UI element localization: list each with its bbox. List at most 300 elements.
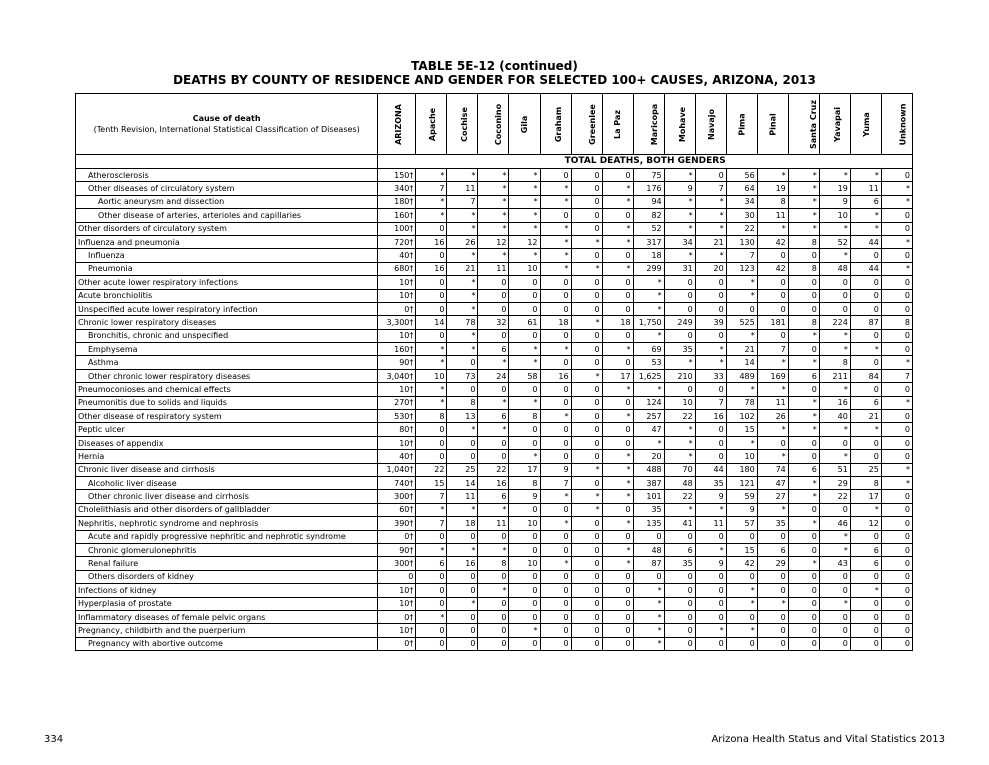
value-cell: 0 <box>571 276 602 289</box>
value-cell: 9 <box>695 557 726 570</box>
value-cell: 25 <box>850 463 881 476</box>
value-cell: * <box>850 209 881 222</box>
value-cell: 0 <box>757 584 788 597</box>
value-cell: 0 <box>571 289 602 302</box>
value-cell: * <box>819 249 850 262</box>
value-cell: 9 <box>540 463 571 476</box>
value-cell: 0 <box>571 610 602 623</box>
value-cell: 0 <box>416 289 447 302</box>
value-cell: 0 <box>602 584 633 597</box>
value-cell: 180† <box>378 195 416 208</box>
value-cell: 224 <box>819 316 850 329</box>
value-cell: 0 <box>509 584 540 597</box>
table-row <box>76 356 913 369</box>
value-cell: * <box>416 343 447 356</box>
value-cell: 0 <box>881 490 912 503</box>
value-cell: 0 <box>881 289 912 302</box>
value-cell: 0 <box>602 610 633 623</box>
value-cell: * <box>416 356 447 369</box>
value-cell: * <box>788 517 819 530</box>
column-header <box>602 94 633 155</box>
value-cell: 0 <box>416 302 447 315</box>
value-cell: 44 <box>850 235 881 248</box>
value-cell: * <box>850 423 881 436</box>
value-cell: 10 <box>509 557 540 570</box>
value-cell: * <box>602 476 633 489</box>
value-cell: 0 <box>571 169 602 182</box>
value-cell: * <box>478 169 509 182</box>
value-cell: * <box>757 450 788 463</box>
value-cell: * <box>602 383 633 396</box>
column-header <box>447 94 478 155</box>
value-cell: 0 <box>695 329 726 342</box>
value-cell: 0 <box>881 169 912 182</box>
table-row <box>76 476 913 489</box>
value-cell: 15 <box>416 476 447 489</box>
value-cell: 78 <box>447 316 478 329</box>
value-cell: * <box>881 262 912 275</box>
value-cell: * <box>602 490 633 503</box>
value-cell: 21 <box>695 235 726 248</box>
value-cell: 35 <box>664 557 695 570</box>
column-header <box>881 94 912 155</box>
value-cell: 40† <box>378 249 416 262</box>
value-cell: 0 <box>881 410 912 423</box>
cause-cell: Other disorders of circulatory system <box>76 222 378 235</box>
value-cell: 0 <box>540 637 571 650</box>
value-cell: 74 <box>757 463 788 476</box>
value-cell: 0 <box>788 610 819 623</box>
value-cell: 0 <box>571 343 602 356</box>
value-cell: 0 <box>602 302 633 315</box>
value-cell: 48 <box>664 476 695 489</box>
value-cell: * <box>633 329 664 342</box>
value-cell: 101 <box>633 490 664 503</box>
table-row <box>76 517 913 530</box>
value-cell: 0 <box>416 570 447 583</box>
value-cell: 0 <box>602 637 633 650</box>
value-cell: * <box>509 450 540 463</box>
value-cell: 29 <box>819 476 850 489</box>
value-cell: 0 <box>509 610 540 623</box>
value-cell: 0 <box>757 289 788 302</box>
value-cell: 0 <box>850 276 881 289</box>
value-cell: 0 <box>571 222 602 235</box>
value-cell: 720† <box>378 235 416 248</box>
cause-cell: Aortic aneurysm and dissection <box>76 195 378 208</box>
value-cell: 0 <box>788 503 819 516</box>
value-cell: 10 <box>416 369 447 382</box>
column-header <box>850 94 881 155</box>
value-cell: 0 <box>540 302 571 315</box>
value-cell: 0 <box>416 249 447 262</box>
page-number: 334 <box>44 734 64 745</box>
value-cell: 0 <box>416 597 447 610</box>
value-cell: 0 <box>788 276 819 289</box>
value-cell: 0 <box>850 610 881 623</box>
column-header-label: Gila <box>519 115 529 133</box>
value-cell: * <box>478 396 509 409</box>
table-row <box>76 637 913 650</box>
value-cell: 249 <box>664 316 695 329</box>
deaths-table <box>75 93 913 651</box>
table-row <box>76 610 913 623</box>
value-cell: 0 <box>881 329 912 342</box>
cause-cell: Pregnancy with abortive outcome <box>76 637 378 650</box>
value-cell: 0 <box>416 624 447 637</box>
value-cell: 0 <box>757 637 788 650</box>
value-cell: 8 <box>788 235 819 248</box>
value-cell: 6 <box>416 557 447 570</box>
value-cell: * <box>509 343 540 356</box>
value-cell: * <box>416 396 447 409</box>
value-cell: 20 <box>633 450 664 463</box>
value-cell: * <box>416 543 447 556</box>
value-cell: 0 <box>571 450 602 463</box>
value-cell: 9 <box>726 503 757 516</box>
value-cell: 181 <box>757 316 788 329</box>
value-cell: 52 <box>819 235 850 248</box>
value-cell: 0 <box>571 383 602 396</box>
value-cell: * <box>881 195 912 208</box>
table-row <box>76 597 913 610</box>
value-cell: 0 <box>478 289 509 302</box>
value-cell: 0 <box>571 195 602 208</box>
value-cell: * <box>509 249 540 262</box>
value-cell: * <box>509 182 540 195</box>
value-cell: 0 <box>881 610 912 623</box>
value-cell: * <box>540 343 571 356</box>
value-cell: 22 <box>664 490 695 503</box>
value-cell: 9 <box>819 195 850 208</box>
value-cell: * <box>478 503 509 516</box>
column-header-label: Mohave <box>677 106 687 142</box>
value-cell: 0 <box>540 624 571 637</box>
cause-cell: Others disorders of kidney <box>76 570 378 583</box>
value-cell: 7 <box>416 517 447 530</box>
value-cell: * <box>447 302 478 315</box>
value-cell: 12 <box>850 517 881 530</box>
value-cell: * <box>540 490 571 503</box>
value-cell: 317 <box>633 235 664 248</box>
value-cell: 0 <box>540 329 571 342</box>
value-cell: 0 <box>478 530 509 543</box>
table-row <box>76 450 913 463</box>
value-cell: 13 <box>447 410 478 423</box>
value-cell: 130 <box>726 235 757 248</box>
publication-footer: Arizona Health Status and Vital Statistics 2013 <box>711 734 945 745</box>
column-header <box>478 94 509 155</box>
table-row <box>76 584 913 597</box>
table-row <box>76 316 913 329</box>
column-header-label: Graham <box>553 106 563 142</box>
value-cell: * <box>788 169 819 182</box>
value-cell: 0 <box>540 450 571 463</box>
value-cell: 0 <box>478 329 509 342</box>
value-cell: * <box>478 182 509 195</box>
value-cell: * <box>602 222 633 235</box>
column-header-label: Navajo <box>706 108 716 140</box>
value-cell: 0 <box>819 570 850 583</box>
value-cell: 0 <box>788 249 819 262</box>
value-cell: 18 <box>633 249 664 262</box>
value-cell: * <box>726 584 757 597</box>
value-cell: 0 <box>819 302 850 315</box>
value-cell: * <box>850 503 881 516</box>
value-cell: 16 <box>416 235 447 248</box>
value-cell: 15 <box>726 423 757 436</box>
cause-cell: Chronic lower respiratory diseases <box>76 316 378 329</box>
value-cell: 0 <box>695 530 726 543</box>
value-cell: 1,040† <box>378 463 416 476</box>
value-cell: 8 <box>881 316 912 329</box>
value-cell: * <box>478 195 509 208</box>
column-header-label: Pima <box>737 112 747 136</box>
value-cell: 21 <box>726 343 757 356</box>
value-cell: 61 <box>509 316 540 329</box>
value-cell: 0 <box>571 209 602 222</box>
value-cell: 44 <box>850 262 881 275</box>
value-cell: 100† <box>378 222 416 235</box>
value-cell: * <box>602 543 633 556</box>
value-cell: * <box>664 450 695 463</box>
section-row <box>76 155 913 169</box>
value-cell: * <box>416 610 447 623</box>
value-cell: 11 <box>478 262 509 275</box>
value-cell: 0 <box>416 637 447 650</box>
value-cell: 24 <box>478 369 509 382</box>
value-cell: * <box>602 195 633 208</box>
table-row <box>76 302 913 315</box>
value-cell: 0 <box>540 597 571 610</box>
value-cell: * <box>819 383 850 396</box>
value-cell: 0 <box>540 209 571 222</box>
value-cell: * <box>416 169 447 182</box>
value-cell: 0 <box>695 289 726 302</box>
value-cell: * <box>633 624 664 637</box>
value-cell: 26 <box>447 235 478 248</box>
value-cell: 14 <box>416 316 447 329</box>
table-row <box>76 262 913 275</box>
cause-cell: Acute and rapidly progressive nephritic and nephrotic syndrome <box>76 530 378 543</box>
value-cell: * <box>509 624 540 637</box>
value-cell: 40 <box>819 410 850 423</box>
value-cell: * <box>478 209 509 222</box>
value-cell: 3,040† <box>378 369 416 382</box>
value-cell: 0 <box>850 289 881 302</box>
value-cell: 7 <box>695 182 726 195</box>
column-header <box>540 94 571 155</box>
value-cell: 69 <box>633 343 664 356</box>
value-cell: 0 <box>757 276 788 289</box>
table-row <box>76 543 913 556</box>
value-cell: 34 <box>664 235 695 248</box>
value-cell: 489 <box>726 369 757 382</box>
value-cell: 0 <box>664 530 695 543</box>
value-cell: 8 <box>509 476 540 489</box>
value-cell: 0 <box>540 289 571 302</box>
column-header <box>378 94 416 155</box>
value-cell: 78 <box>726 396 757 409</box>
value-cell: * <box>726 276 757 289</box>
value-cell: 160† <box>378 343 416 356</box>
value-cell: 16 <box>447 557 478 570</box>
value-cell: 0 <box>509 289 540 302</box>
value-cell: * <box>540 235 571 248</box>
cause-cell: Inflammatory diseases of female pelvic organs <box>76 610 378 623</box>
value-cell: 0 <box>571 436 602 449</box>
value-cell: * <box>664 209 695 222</box>
value-cell: 0 <box>540 436 571 449</box>
table-row <box>76 383 913 396</box>
cause-cell: Peptic ulcer <box>76 423 378 436</box>
value-cell: 0 <box>819 436 850 449</box>
value-cell: * <box>664 195 695 208</box>
column-header-label: ARIZONA <box>394 103 404 145</box>
cause-cell: Other chronic lower respiratory diseases <box>76 369 378 382</box>
value-cell: * <box>850 343 881 356</box>
value-cell: 102 <box>726 410 757 423</box>
cause-cell: Diseases of appendix <box>76 436 378 449</box>
value-cell: 0 <box>757 249 788 262</box>
table-title: TABLE 5E-12 (continued) <box>411 59 578 73</box>
value-cell: 0 <box>850 624 881 637</box>
value-cell: * <box>881 463 912 476</box>
value-cell: * <box>695 249 726 262</box>
value-cell: * <box>788 329 819 342</box>
value-cell: 0 <box>633 530 664 543</box>
value-cell: * <box>540 249 571 262</box>
value-cell: * <box>757 222 788 235</box>
value-cell: 0 <box>540 423 571 436</box>
value-cell: * <box>788 476 819 489</box>
value-cell: 0 <box>695 637 726 650</box>
value-cell: 0 <box>602 597 633 610</box>
value-cell: * <box>509 195 540 208</box>
value-cell: 0 <box>509 503 540 516</box>
value-cell: 0 <box>540 543 571 556</box>
cause-cell: Hyperplasia of prostate <box>76 597 378 610</box>
column-header-label: Yavapai <box>832 106 842 142</box>
value-cell: 42 <box>757 262 788 275</box>
value-cell: 6 <box>478 343 509 356</box>
value-cell: 0 <box>695 423 726 436</box>
value-cell: * <box>757 597 788 610</box>
value-cell: 0 <box>540 356 571 369</box>
value-cell: 39 <box>695 316 726 329</box>
value-cell: * <box>633 597 664 610</box>
value-cell: 0 <box>602 289 633 302</box>
column-header <box>726 94 757 155</box>
value-cell: 21 <box>850 410 881 423</box>
value-cell: 0 <box>571 182 602 195</box>
value-cell: 0 <box>788 530 819 543</box>
value-cell: 0 <box>509 436 540 449</box>
value-cell: 0 <box>540 396 571 409</box>
value-cell: * <box>540 182 571 195</box>
value-cell: 82 <box>633 209 664 222</box>
value-cell: * <box>788 209 819 222</box>
value-cell: 0 <box>509 637 540 650</box>
value-cell: 211 <box>819 369 850 382</box>
value-cell: 22 <box>416 463 447 476</box>
column-header-label: Santa Cruz <box>808 99 818 149</box>
value-cell: 0 <box>664 276 695 289</box>
value-cell: 0 <box>881 557 912 570</box>
value-cell: 7 <box>447 195 478 208</box>
value-cell: 0 <box>881 276 912 289</box>
value-cell: 0 <box>881 436 912 449</box>
value-cell: 0 <box>850 450 881 463</box>
value-cell: 0 <box>695 383 726 396</box>
table-row <box>76 410 913 423</box>
value-cell: * <box>695 356 726 369</box>
value-cell: 0 <box>788 289 819 302</box>
value-cell: 0 <box>447 584 478 597</box>
value-cell: 0 <box>881 570 912 583</box>
value-cell: * <box>726 383 757 396</box>
value-cell: * <box>881 356 912 369</box>
value-cell: 0 <box>633 570 664 583</box>
value-cell: * <box>633 436 664 449</box>
value-cell: * <box>571 369 602 382</box>
value-cell: 0 <box>850 329 881 342</box>
cause-cell: Cholelithiasis and other disorders of gallbladder <box>76 503 378 516</box>
section-label: TOTAL DEATHS, BOTH GENDERS <box>378 155 913 169</box>
value-cell: 0 <box>881 503 912 516</box>
value-cell: 58 <box>509 369 540 382</box>
value-cell: 0 <box>602 169 633 182</box>
value-cell: 7 <box>540 476 571 489</box>
value-cell: 90† <box>378 356 416 369</box>
value-cell: 0 <box>571 570 602 583</box>
value-cell: * <box>602 463 633 476</box>
value-cell: 0 <box>850 597 881 610</box>
value-cell: 10† <box>378 276 416 289</box>
value-cell: * <box>416 383 447 396</box>
value-cell: * <box>447 329 478 342</box>
value-cell: 0 <box>571 584 602 597</box>
value-cell: 0 <box>726 302 757 315</box>
value-cell: 0 <box>664 597 695 610</box>
value-cell: 87 <box>850 316 881 329</box>
value-cell: 488 <box>633 463 664 476</box>
value-cell: * <box>571 503 602 516</box>
value-cell: 8 <box>478 557 509 570</box>
value-cell: 87 <box>633 557 664 570</box>
value-cell: * <box>726 289 757 302</box>
value-cell: 0 <box>571 597 602 610</box>
value-cell: 0 <box>509 543 540 556</box>
value-cell: 10 <box>509 262 540 275</box>
value-cell: 0 <box>416 222 447 235</box>
table-row <box>76 503 913 516</box>
value-cell: 33 <box>695 369 726 382</box>
value-cell: 0 <box>788 624 819 637</box>
value-cell: 10† <box>378 624 416 637</box>
value-cell: 0 <box>602 396 633 409</box>
value-cell: 0 <box>788 570 819 583</box>
table-row <box>76 289 913 302</box>
value-cell: * <box>881 476 912 489</box>
value-cell: 16 <box>695 410 726 423</box>
value-cell: * <box>757 423 788 436</box>
value-cell: 40† <box>378 450 416 463</box>
value-cell: 0 <box>850 530 881 543</box>
table-row <box>76 182 913 195</box>
value-cell: * <box>509 209 540 222</box>
value-cell: 56 <box>726 169 757 182</box>
